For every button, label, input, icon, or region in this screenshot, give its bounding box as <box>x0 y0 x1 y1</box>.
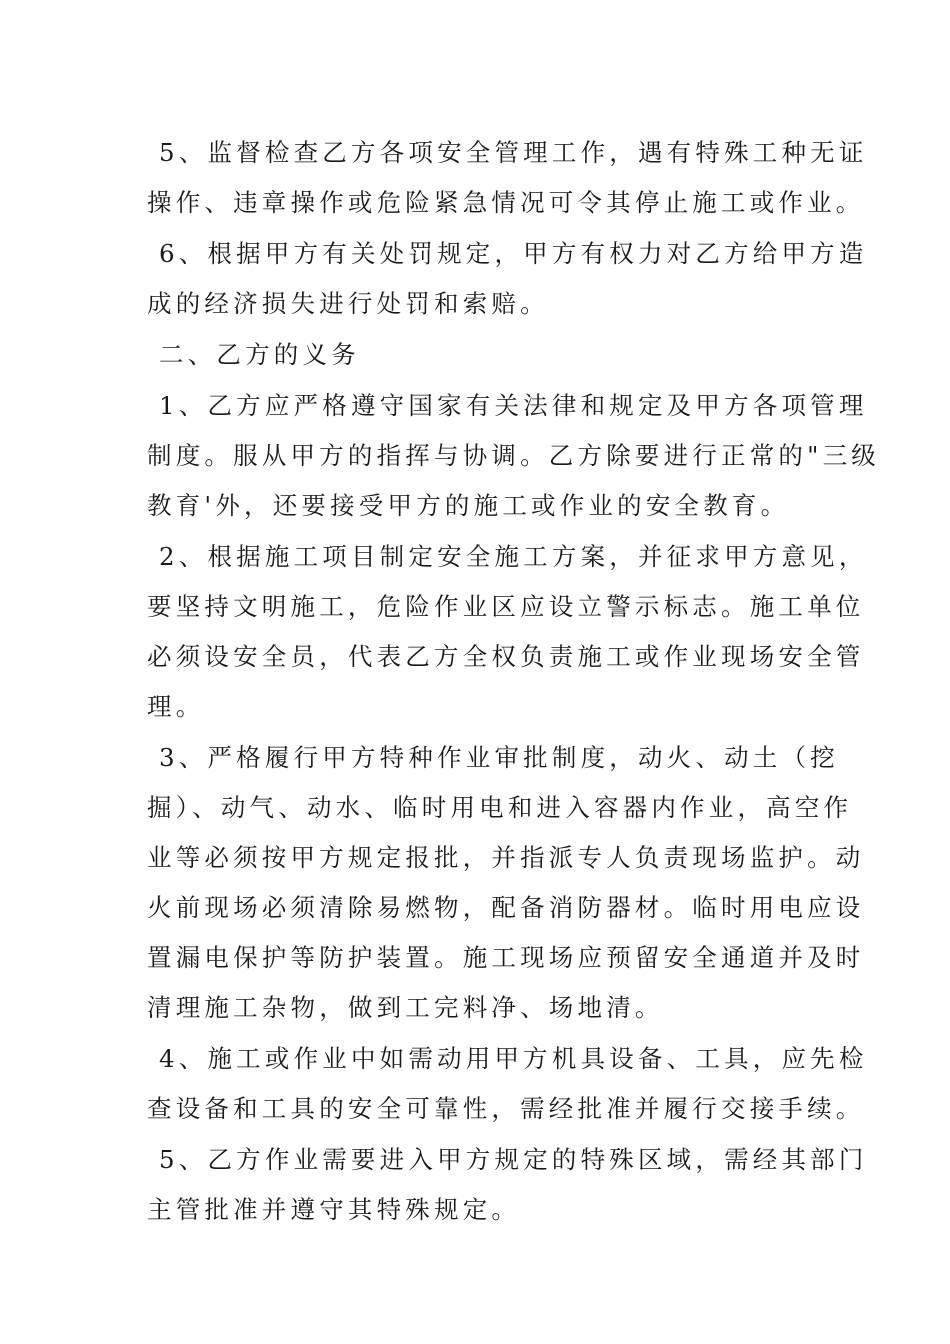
text-line: 1、乙方应严格遵守国家有关法律和规定及甲方各项管理 <box>159 391 868 420</box>
text-line: 4、施工或作业中如需动用甲方机具设备、工具，应先检 <box>159 1044 868 1073</box>
text-line: 要坚持文明施工，危险作业区应设立警示标志。施工单位 <box>147 592 865 621</box>
section-heading-party-b-obligations <box>147 330 809 380</box>
text-line: 操作、违章操作或危险紧急情况可令其停止施工或作业。 <box>147 188 865 217</box>
text-line: 理。 <box>147 692 205 721</box>
text-line: 必须设安全员，代表乙方全权负责施工或作业现场安全管 <box>147 642 865 671</box>
text-line: 查设备和工具的安全可靠性，需经批准并履行交接手续。 <box>147 1094 865 1123</box>
text-line: 5、乙方作业需要进入甲方规定的特殊区域，需经其部门 <box>159 1145 868 1174</box>
paragraph-item-5-supervision <box>147 128 868 228</box>
text-line: 2、根据施工项目制定安全施工方案，并征求甲方意见， <box>159 542 868 571</box>
paragraph-item-4-equipment <box>147 1034 868 1134</box>
paragraph-item-2-safety-plan <box>147 532 868 732</box>
text-line: 火前现场必须清除易燃物，配备消防器材。临时用电应设 <box>147 893 865 922</box>
heading-text: 二、乙方的义务 <box>159 340 360 369</box>
text-line: 掘）、动气、动水、临时用电和进入容器内作业，高空作 <box>147 793 853 822</box>
paragraph-item-3-special-operations <box>147 733 865 1033</box>
paragraph-item-6-penalty <box>147 229 868 329</box>
text-line: 6、根据甲方有关处罚规定，甲方有权力对乙方给甲方造 <box>159 239 868 268</box>
document-body <box>147 128 880 1236</box>
text-line: 3、严格履行甲方特种作业审批制度，动火、动土（挖 <box>159 743 839 772</box>
text-line: 制度。服从甲方的指挥与协调。乙方除要进行正常的"三级 <box>147 441 880 470</box>
paragraph-item-5-special-areas <box>147 1135 868 1235</box>
text-line: 5、监督检查乙方各项安全管理工作，遇有特殊工种无证 <box>159 138 868 167</box>
text-line: 成的经济损失进行处罚和索赔。 <box>147 289 549 318</box>
paragraph-item-1-compliance <box>147 381 880 531</box>
text-line: 主管批准并遵守其特殊规定。 <box>147 1195 521 1224</box>
text-line: 教育'外，还要接受甲方的施工或作业的安全教育。 <box>147 491 790 520</box>
text-line: 清理施工杂物，做到工完料净、场地清。 <box>147 993 664 1022</box>
text-line: 业等必须按甲方规定报批，并指派专人负责现场监护。动 <box>147 843 865 872</box>
text-line: 置漏电保护等防护装置。施工现场应预留安全通道并及时 <box>147 943 865 972</box>
